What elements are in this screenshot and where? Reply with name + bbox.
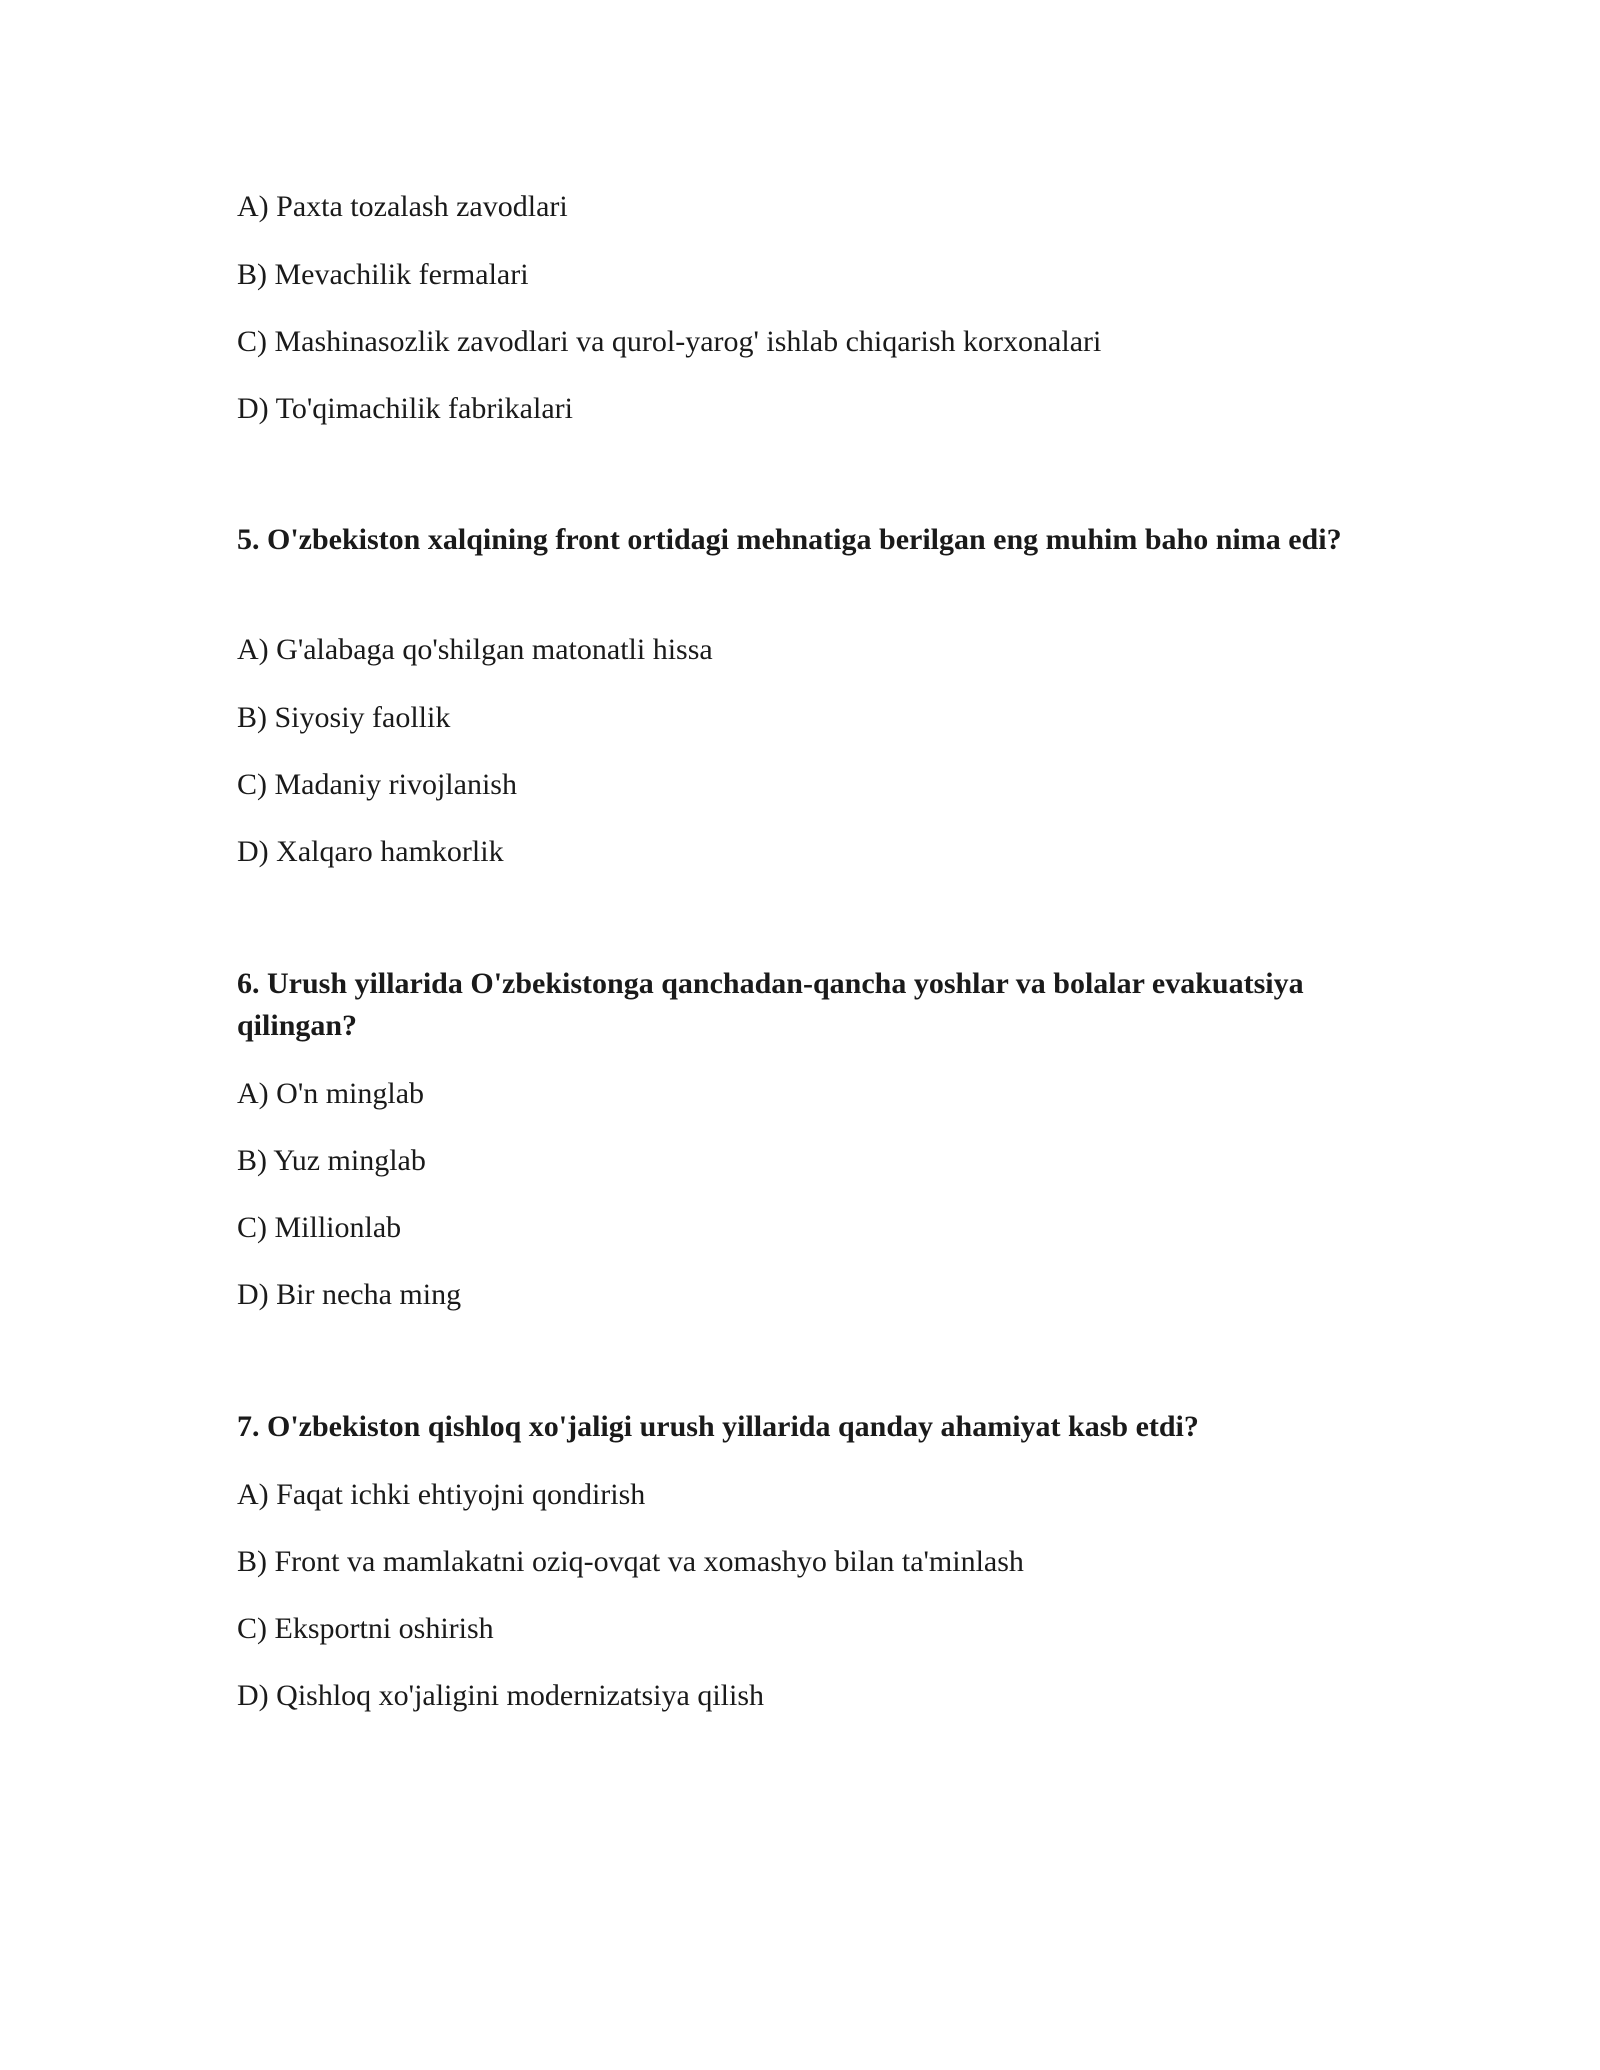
option-a: A) Faqat ichki ehtiyojni qondirish	[237, 1478, 646, 1511]
question-7: 7. O'zbekiston qishloq xo'jaligi urush yillarida qanday ahamiyat kasb etdi?	[237, 1410, 1199, 1443]
option-d: D) Bir necha ming	[237, 1278, 462, 1311]
option-c: C) Mashinasozlik zavodlari va qurol-yarog' ishlab chiqarish korxonalari	[237, 325, 1102, 358]
option-d: D) Xalqaro hamkorlik	[237, 835, 504, 868]
option-b: B) Siyosiy faollik	[237, 701, 451, 734]
option-c: C) Eksportni oshirish	[237, 1612, 494, 1645]
option-a: A) O'n minglab	[237, 1077, 425, 1110]
option-a: A) G'alabaga qo'shilgan matonatli hissa	[237, 633, 713, 666]
option-c: C) Millionlab	[237, 1211, 402, 1244]
question-5: 5. O'zbekiston xalqining front ortidagi mehnatiga berilgan eng muhim baho nima edi?	[237, 523, 1342, 556]
question-6: 6. Urush yillarida O'zbekistonga qanchadan-qancha yoshlar va bolalar evakuatsiya qilingan?	[237, 967, 1304, 1042]
option-b: B) Mevachilik fermalari	[237, 258, 529, 291]
option-c: C) Madaniy rivojlanish	[237, 768, 517, 801]
option-a: A) Paxta tozalash zavodlari	[237, 190, 568, 223]
option-d: D) To'qimachilik fabrikalari	[237, 392, 573, 425]
option-b: B) Front va mamlakatni oziq-ovqat va xomashyo bilan ta'minlash	[237, 1545, 1024, 1578]
option-b: B) Yuz minglab	[237, 1144, 426, 1177]
option-d: D) Qishloq xo'jaligini modernizatsiya qilish	[237, 1679, 765, 1712]
